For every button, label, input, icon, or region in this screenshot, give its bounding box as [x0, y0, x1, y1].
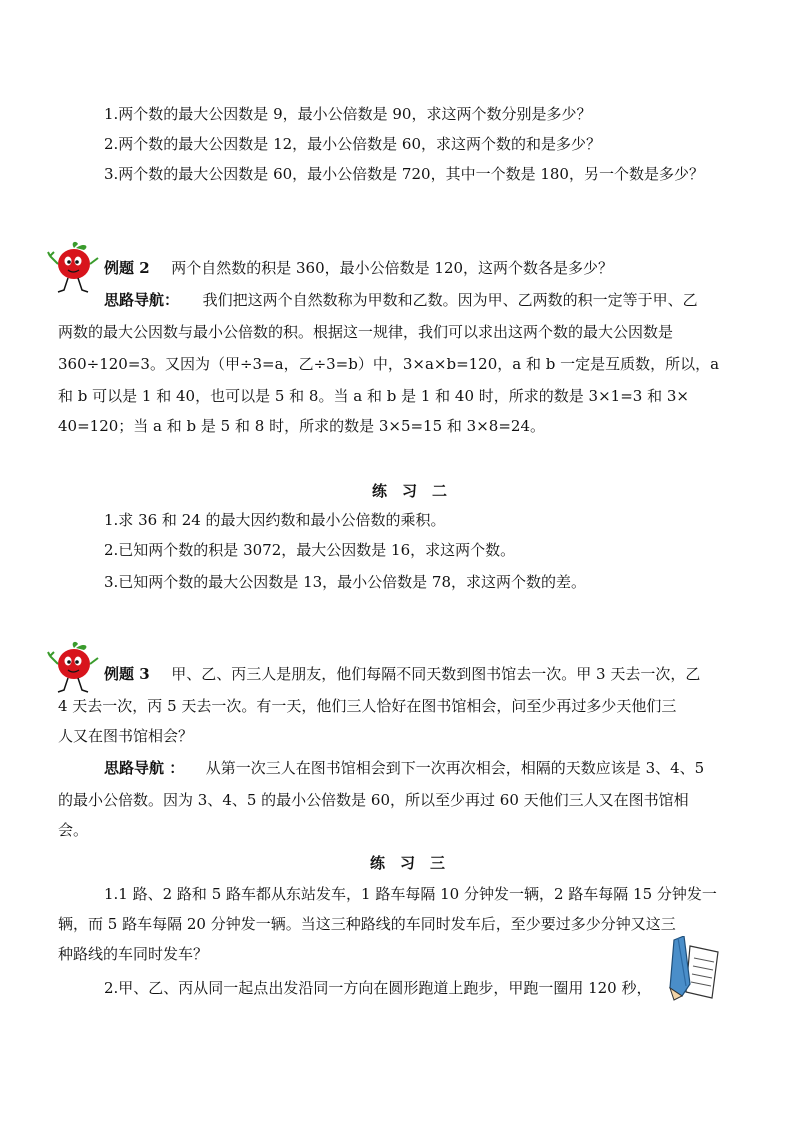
example2-hint-line-3: 360÷120=3。又因为（甲÷3=a，乙÷3=b）中，3×a×b=120，a 和 b 一定是互质数，所以，a [58, 355, 720, 373]
practice3-title: 练 习 三 [370, 854, 446, 872]
example2-hint-line-5: 40=120；当 a 和 b 是 5 和 8 时，所求的数是 3×5=15 和 3×8=24。 [58, 417, 545, 435]
example3-question-line-3: 人又在图书馆相会？ [58, 727, 194, 745]
practice3-item1-line-2: 辆，而 5 路车每隔 20 分钟发一辆。当这三种路线的车同时发车后，至少要过多少分钟又这三 [58, 915, 676, 933]
example3-label: 例题 3 [104, 665, 150, 683]
example3-hint-label: 思路导航 ： [104, 759, 185, 777]
example3-hint-line-3: 会。 [58, 821, 89, 839]
ex1-item-1: 1.两个数的最大公因数是 9，最小公倍数是 90，求这两个数分别是多少？ [104, 105, 592, 123]
example3-hint-line-2: 的最小公倍数。因为 3、4、5 的最小公倍数是 60，所以至少再过 60 天他们三人又在图书馆相 [58, 791, 689, 809]
pencil-notepad-icon [660, 936, 724, 1002]
example2-hint-label: 思路导航： [104, 291, 180, 309]
example2-question-line [104, 258, 613, 278]
example3-question-line-2: 4 天去一次，丙 5 天去一次。有一天，他们三人恰好在图书馆相会，问至少再过多少天他们三 [58, 697, 677, 715]
apple-mascot-icon [46, 240, 102, 296]
example2-hint-line-1 [104, 290, 698, 310]
ex1-item-2: 2.两个数的最大公因数是 12，最小公倍数是 60，求这两个数的和是多少？ [104, 135, 602, 153]
example3-question-line-1 [104, 664, 700, 684]
practice2-item-1: 1.求 36 和 24 的最大因约数和最小公倍数的乘积。 [104, 511, 446, 529]
example3-question-1: 甲、乙、丙三人是朋友，他们每隔不同天数到图书馆去一次。甲 3 天去一次，乙 [171, 665, 701, 683]
example2-hint-text-1: 我们把这两个自然数称为甲数和乙数。因为甲、乙两数的积一定等于甲、乙 [202, 291, 698, 309]
practice3-item1-line-3: 种路线的车同时发车？ [58, 945, 209, 963]
practice3-item2-line: 2.甲、乙、丙从同一起点出发沿同一方向在圆形跑道上跑步，甲跑一圈用 120 秒， [104, 979, 652, 997]
practice2-item-3: 3.已知两个数的最大公因数是 13，最小公倍数是 78，求这两个数的差。 [104, 573, 587, 591]
example3-hint-text-1: 从第一次三人在图书馆相会到下一次再次相会，相隔的天数应该是 3、4、5 [205, 759, 705, 777]
example2-label: 例题 2 [104, 259, 150, 277]
example2-hint-line-4: 和 b 可以是 1 和 40，也可以是 5 和 8。当 a 和 b 是 1 和 40 时，所求的数是 3×1=3 和 3× [58, 387, 689, 405]
apple-mascot-icon [46, 640, 102, 696]
example3-hint-line-1 [104, 758, 704, 778]
practice2-title: 练 习 二 [372, 482, 448, 500]
practice2-item-2: 2.已知两个数的积是 3072，最大公因数是 16，求这两个数。 [104, 541, 516, 559]
example2-hint-line-2: 两数的最大公因数与最小公倍数的积。根据这一规律，我们可以求出这两个数的最大公因数是 [58, 323, 674, 341]
practice3-item1-line-1: 1.1 路、2 路和 5 路车都从东站发车，1 路车每隔 10 分钟发一辆，2 路车每隔 15 分钟发一 [104, 885, 717, 903]
example2-question: 两个自然数的积是 360，最小公倍数是 120，这两个数各是多少？ [171, 259, 614, 277]
ex1-item-3: 3.两个数的最大公因数是 60，最小公倍数是 720，其中一个数是 180，另一个数是多少？ [104, 165, 704, 183]
